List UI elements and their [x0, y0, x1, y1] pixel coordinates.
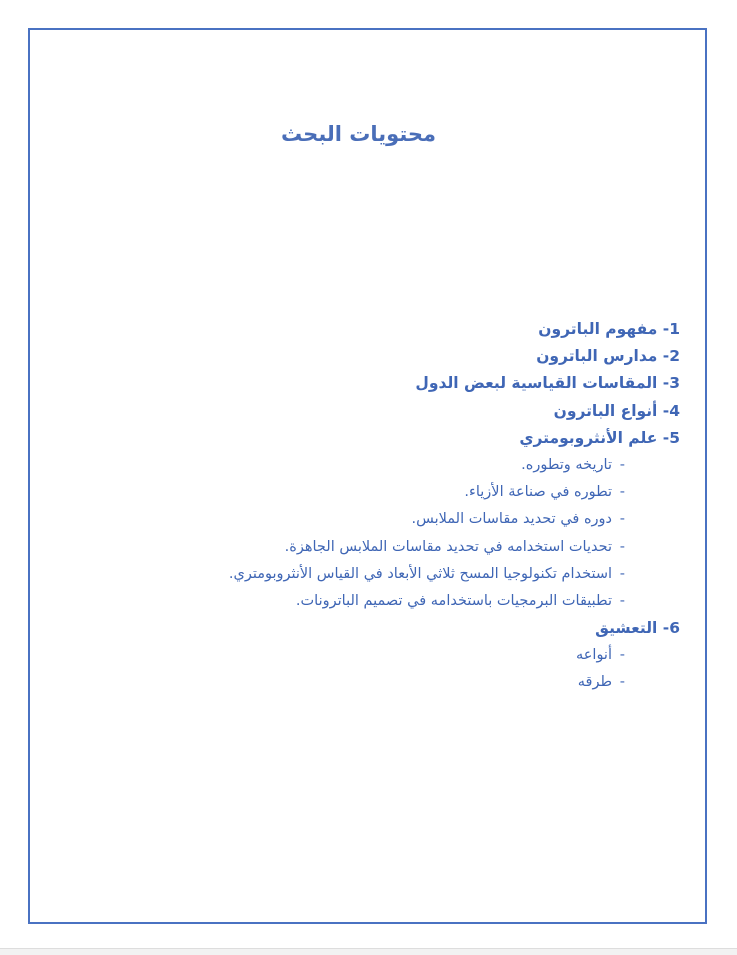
bullet-dash-icon: - [619, 538, 625, 555]
bullet-dash-icon: - [619, 647, 625, 664]
bullet-dash-icon: - [619, 456, 625, 473]
toc-heading: 3- المقاسات القياسية لبعض الدول [415, 374, 680, 393]
toc-heading: 5- علم الأنثروبومتري [519, 428, 680, 447]
toc-subitem-label: أنواعه [575, 647, 612, 664]
toc-subitem-label: تطوره في صناعة الأزياء. [464, 484, 612, 501]
page-title: محتويات البحث [280, 122, 437, 146]
toc-subitem [229, 452, 680, 479]
toc-subitem [229, 534, 680, 561]
table-of-contents [229, 316, 680, 697]
toc-subitem [229, 642, 680, 669]
toc-subitem-label: دوره في تحديد مقاسات الملابس. [411, 511, 612, 528]
toc-subitem-label: تاريخه وتطوره. [521, 456, 612, 473]
bullet-dash-icon: - [619, 484, 625, 501]
bullet-dash-icon: - [619, 674, 625, 691]
toc-heading: 1- مفهوم الباترون [538, 320, 680, 338]
bullet-dash-icon: - [619, 592, 625, 609]
toc-subitem-label: استخدام تكنولوجيا المسح ثلاثي الأبعاد في القياس الأنثروبومتري. [228, 565, 612, 582]
toc-heading: 2- مدارس الباترون [536, 347, 680, 366]
toc-heading: 6- التعشيق [595, 619, 680, 638]
bullet-dash-icon: - [619, 565, 625, 582]
toc-subitem-label: طرقه [577, 674, 612, 691]
toc-subitem [229, 561, 680, 588]
toc-subitem [229, 588, 680, 615]
toc-subitem-label: تطبيقات البرمجيات باستخدامه في تصميم الباترونات. [295, 592, 612, 609]
toc-heading: 4- أنواع الباترون [553, 401, 680, 420]
toc-subitem-label: تحديات استخدامه في تحديد مقاسات الملابس الجاهزة. [284, 538, 612, 555]
toc-subitem [229, 479, 680, 506]
bullet-dash-icon: - [619, 511, 625, 528]
toc-subitem [229, 669, 680, 696]
toc-subitem [229, 506, 680, 533]
